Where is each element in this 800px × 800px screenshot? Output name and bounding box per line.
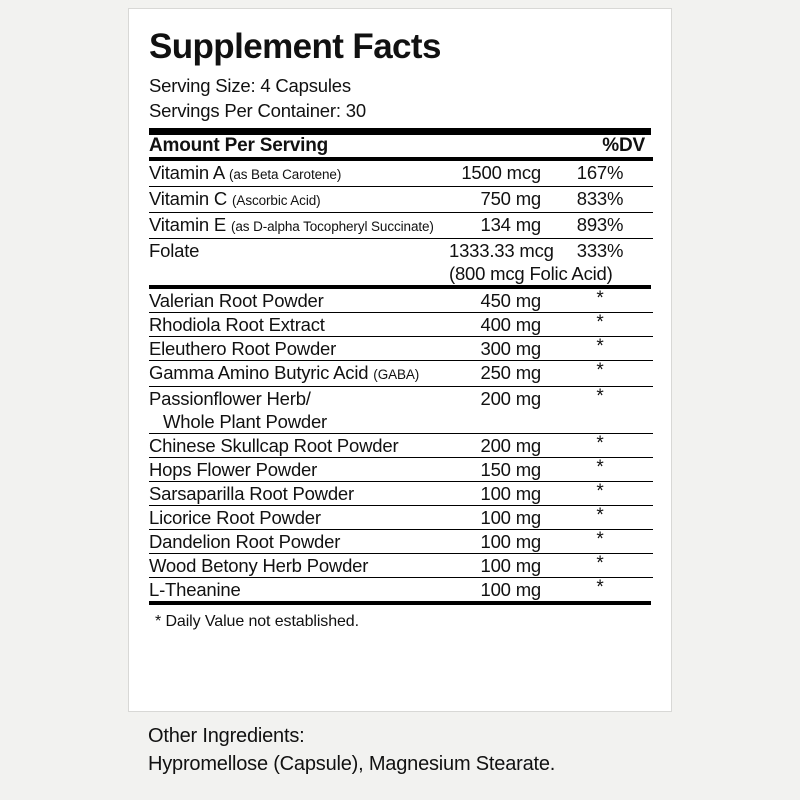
- nutrient-amount-secondary: (800 mcg Folic Acid): [449, 263, 613, 284]
- ingredient-amount: 100 mg: [480, 507, 541, 528]
- ingredient-name: Hops Flower Powder: [149, 459, 318, 480]
- table-row: [149, 506, 653, 529]
- ingredient-name-cell: [149, 361, 449, 386]
- ingredient-name-cell: [149, 313, 449, 336]
- serving-size: Serving Size: 4 Capsules: [149, 75, 351, 96]
- ingredient-name-cell: [149, 554, 449, 577]
- table-row: [149, 578, 653, 601]
- ingredient-amount: 100 mg: [480, 483, 541, 504]
- rule-thick-top: [149, 128, 651, 135]
- ingredient-name-cell: [149, 530, 449, 553]
- ingredient-amount: 100 mg: [480, 531, 541, 552]
- table-row: [149, 387, 653, 433]
- ingredient-name: Eleuthero Root Powder: [149, 338, 337, 359]
- ingredient-amount: 100 mg: [480, 579, 541, 600]
- footnote: * Daily Value not established.: [155, 613, 359, 630]
- ingredient-dv: *: [596, 288, 604, 309]
- ingredient-name: Licorice Root Powder: [149, 507, 321, 528]
- ingredient-name: Passionflower Herb/: [149, 388, 311, 409]
- ingredient-amount: 400 mg: [480, 314, 541, 335]
- nutrient-descriptor: (Ascorbic Acid): [232, 193, 321, 208]
- table-row: [149, 289, 653, 312]
- table-row: [149, 482, 653, 505]
- page-title: Supplement Facts: [149, 27, 441, 66]
- table-row: [149, 213, 653, 238]
- ingredient-name: Wood Betony Herb Powder: [149, 555, 369, 576]
- ingredient-name: Gamma Amino Butyric Acid: [149, 362, 369, 383]
- ingredient-name-cell: [149, 578, 449, 601]
- table-row: [149, 361, 653, 386]
- nutrient-name: Vitamin A: [149, 162, 224, 183]
- nutrient-dv: 333%: [576, 240, 624, 261]
- nutrient-descriptor: (as Beta Carotene): [228, 167, 342, 182]
- nutrient-amount: 1333.33 mcg: [449, 240, 554, 261]
- nutrient-name-cell: [149, 161, 449, 186]
- table-row: [149, 161, 653, 186]
- ingredient-dv: *: [596, 312, 604, 333]
- table-row: [149, 337, 653, 360]
- ingredient-dv: *: [596, 360, 604, 381]
- nutrient-amount: 1500 mcg: [461, 162, 541, 183]
- ingredient-name-cell: [149, 387, 449, 433]
- ingredient-name-cell: [149, 482, 449, 505]
- ingredient-amount: 150 mg: [480, 459, 541, 480]
- ingredient-name: Valerian Root Powder: [149, 290, 324, 311]
- ingredient-name-cell: [149, 506, 449, 529]
- nutrient-name: Vitamin C: [149, 188, 228, 209]
- nutrient-name: Folate: [149, 240, 200, 261]
- nutrient-name: Vitamin E: [149, 214, 227, 235]
- ingredient-name: Chinese Skullcap Root Powder: [149, 435, 399, 456]
- ingredient-name-cell: [149, 434, 449, 457]
- ingredient-name: Rhodiola Root Extract: [149, 314, 325, 335]
- ingredient-name-cell: [149, 458, 449, 481]
- supplement-facts-panel: [128, 8, 672, 712]
- table-header-row: [149, 135, 653, 157]
- nutrient-name-cell: [149, 213, 449, 238]
- ingredient-descriptor: (GABA): [373, 367, 420, 382]
- ingredient-dv: *: [596, 577, 604, 598]
- ingredient-name: Dandelion Root Powder: [149, 531, 341, 552]
- supplement-facts-inner: [149, 27, 651, 631]
- table-row: [149, 530, 653, 553]
- ingredient-name-cell: [149, 289, 449, 312]
- nutrition-table: [149, 135, 653, 285]
- nutrient-dv: 833%: [576, 188, 624, 209]
- ingredient-dv: *: [596, 433, 604, 454]
- ingredient-name: L-Theanine: [149, 579, 241, 600]
- ingredient-amount: 100 mg: [480, 555, 541, 576]
- ingredient-amount: 200 mg: [480, 435, 541, 456]
- amount-per-serving-header: Amount Per Serving: [149, 135, 329, 156]
- table-row: [149, 458, 653, 481]
- other-ingredients-text: Hypromellose (Capsule), Magnesium Stearate.: [148, 753, 556, 775]
- nutrient-descriptor: (as D-alpha Tocopheryl Succinate): [231, 219, 434, 234]
- table-row-folate: [149, 239, 653, 285]
- table-row: [149, 554, 653, 577]
- ingredient-amount: 450 mg: [480, 290, 541, 311]
- table-row: [149, 313, 653, 336]
- dv-header: %DV: [602, 135, 645, 156]
- ingredient-dv: *: [596, 386, 604, 407]
- herbal-table: [149, 289, 653, 601]
- nutrient-amount: 750 mg: [480, 188, 541, 209]
- nutrient-dv: 167%: [576, 162, 624, 183]
- amount-header-spacer: [449, 135, 569, 157]
- ingredient-name-cell: [149, 337, 449, 360]
- ingredient-dv: *: [596, 529, 604, 550]
- ingredient-dv: *: [596, 336, 604, 357]
- ingredient-dv: *: [596, 457, 604, 478]
- ingredient-name: Sarsaparilla Root Powder: [149, 483, 354, 504]
- ingredient-amount: 300 mg: [480, 338, 541, 359]
- ingredient-name-secondary: Whole Plant Powder: [163, 411, 328, 432]
- nutrient-dv: 893%: [576, 214, 624, 235]
- ingredient-dv: *: [596, 481, 604, 502]
- nutrient-name-cell: [149, 187, 449, 212]
- other-ingredients-title: Other Ingredients:: [148, 725, 305, 747]
- nutrient-amount-cell: [449, 239, 613, 285]
- nutrient-name-cell: [149, 239, 449, 285]
- servings-per-container: Servings Per Container: 30: [149, 100, 366, 121]
- ingredient-dv: *: [596, 553, 604, 574]
- nutrient-amount: 134 mg: [480, 214, 541, 235]
- ingredient-amount: 250 mg: [480, 362, 541, 383]
- ingredient-amount: 200 mg: [480, 388, 541, 409]
- ingredient-dv: *: [596, 505, 604, 526]
- table-row: [149, 187, 653, 212]
- table-row: [149, 434, 653, 457]
- other-ingredients-section: [148, 722, 708, 778]
